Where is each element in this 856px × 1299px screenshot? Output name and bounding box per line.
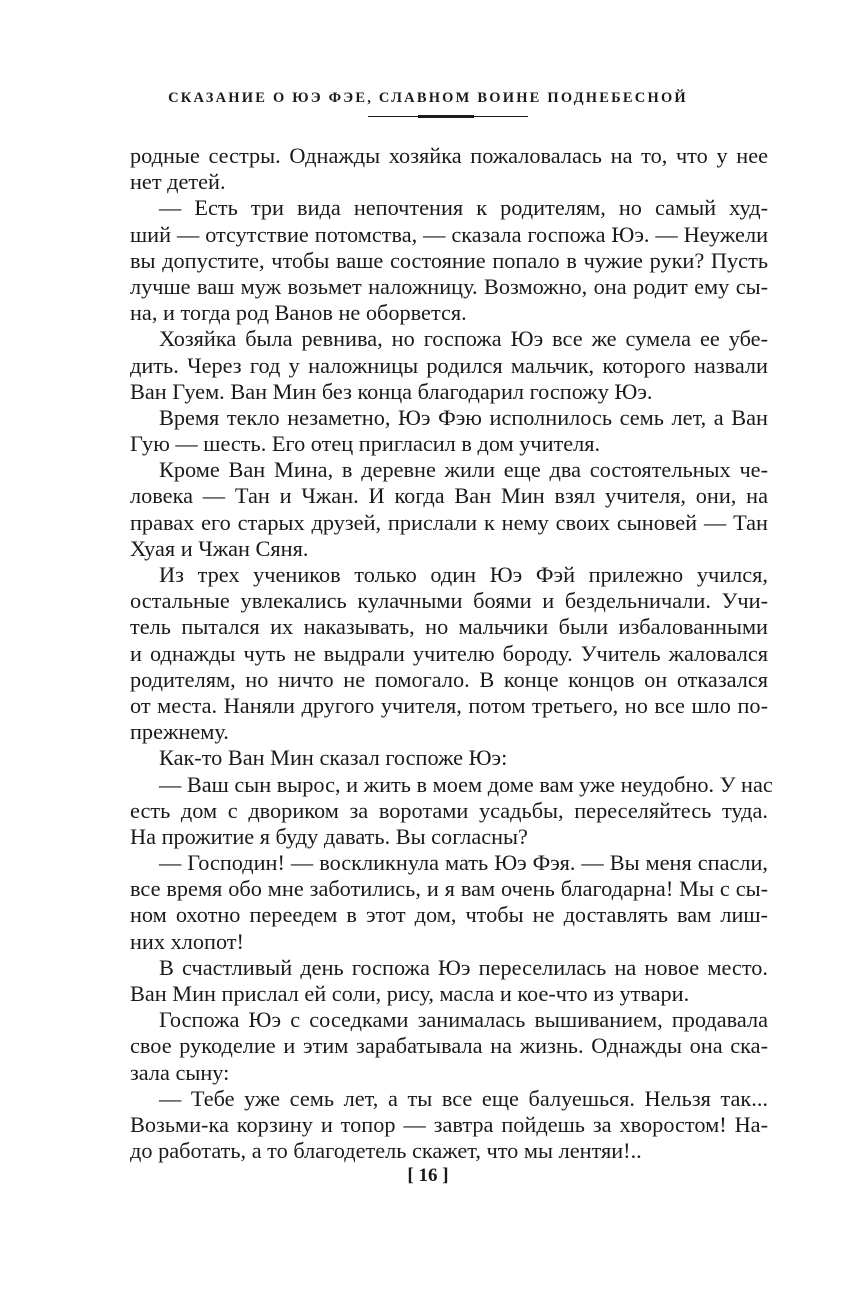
text-line: дить. Через год у наложницы родился мальчик, которого назвали	[130, 352, 768, 378]
text-line: все время обо мне заботились, и я вам очень благодарна! Мы с сы-	[130, 876, 768, 902]
text-line: лучше ваш муж возьмет наложницу. Возможно, она родит ему сы-	[130, 273, 768, 299]
text-line: Кроме Ван Мина, в деревне жили еще два состоятельных че-	[159, 457, 768, 483]
text-line: Из трех учеников только один Юэ Фэй прилежно учился,	[159, 562, 768, 587]
text-line: — Тебе уже семь лет, а ты все еще балуешься. Нельзя так...	[159, 1085, 768, 1111]
text-line: на, и тогда род Ванов не оборвется.	[130, 300, 467, 326]
text-line: и однажды чуть не выдрали учителю бороду. Учитель жаловался	[130, 640, 768, 666]
text-line: ловека — Тан и Чжан. И когда Ван Мин взял учителя, они, на	[130, 483, 768, 509]
text-line: свое рукоделие и этим зарабатывала на жизнь. Однажды она ска-	[130, 1033, 768, 1059]
text-line: правах его старых друзей, прислали к нему своих сыновей — Тан	[130, 509, 768, 535]
text-line: Как-то Ван Мин сказал госпоже Юэ:	[159, 745, 508, 771]
text-line: Хозяйка была ревнива, но госпожа Юэ все же сумела ее убе-	[159, 326, 768, 352]
text-line: тель пытался их наказывать, но мальчики были избалованными	[130, 614, 768, 640]
text-line: Время текло незаметно, Юэ Фэю исполнилось семь лет, а Ван	[159, 404, 768, 430]
text-line: до работать, а то благодетель скажет, что мы лентяи!..	[130, 1138, 642, 1164]
text-line: Возьми-ка корзину и топор — завтра пойдешь за хворостом! На-	[130, 1111, 768, 1137]
text-line: Гую — шесть. Его отец пригласил в дом учителя.	[130, 431, 601, 457]
text-line: прежнему.	[130, 719, 229, 745]
text-line: Ван Мин прислал ей соли, рису, масла и кое-что из утвари.	[130, 981, 690, 1006]
text-line: родителям, но ничто не помогало. В конце концов он отказался	[130, 666, 768, 692]
text-line: нет детей.	[130, 169, 226, 195]
text-line: есть дом с двориком за воротами усадьбы, переселяйтесь туда.	[130, 797, 768, 823]
text-line: зала сыну:	[130, 1059, 230, 1085]
text-line: Госпожа Юэ с соседками занималась вышиванием, продавала	[159, 1007, 768, 1033]
text-line: от места. Наняли другого учителя, потом третьего, но все шло по-	[130, 692, 768, 718]
text-line: Ван Гуем. Ван Мин без конца благодарил госпожу Юэ.	[130, 378, 653, 404]
text-line: них хлопот!	[130, 928, 244, 954]
text-line: родные сестры. Однажды хозяйка пожаловалась на то, что у нее	[130, 143, 768, 168]
text-line: — Ваш сын вырос, и жить в моем доме вам уже неудобно. У нас	[159, 771, 773, 797]
text-line: остальные увлекались кулачными боями и бездельничали. Учи-	[130, 588, 768, 614]
running-head-title: СКАЗАНИЕ О ЮЭ ФЭЕ, СЛАВНОМ ВОИНЕ ПОДНЕБЕСНОЙ	[168, 90, 688, 106]
text-line: — Есть три вида непочтения к родителям, но самый худ-	[159, 195, 768, 221]
text-line: ший — отсутствие потомства, — сказала госпожа Юэ. — Неужели	[130, 221, 768, 247]
text-line: В счастливый день госпожа Юэ переселилась на новое место.	[159, 954, 768, 980]
text-line: вы допустите, чтобы ваше состояние попало в чужие руки? Пусть	[130, 247, 768, 273]
text-line: — Господин! — воскликнула мать Юэ Фэя. — Вы меня спасли,	[159, 850, 768, 876]
header-rule-accent	[418, 115, 474, 118]
body-text	[130, 143, 773, 1164]
page-number: [ 16 ]	[407, 1165, 449, 1186]
text-line: ном охотно переедем в этот дом, чтобы не доставлять вам лиш-	[130, 902, 768, 928]
text-line: На прожитие я буду давать. Вы согласны?	[130, 823, 528, 849]
text-line: Хуая и Чжан Сяня.	[130, 535, 309, 561]
